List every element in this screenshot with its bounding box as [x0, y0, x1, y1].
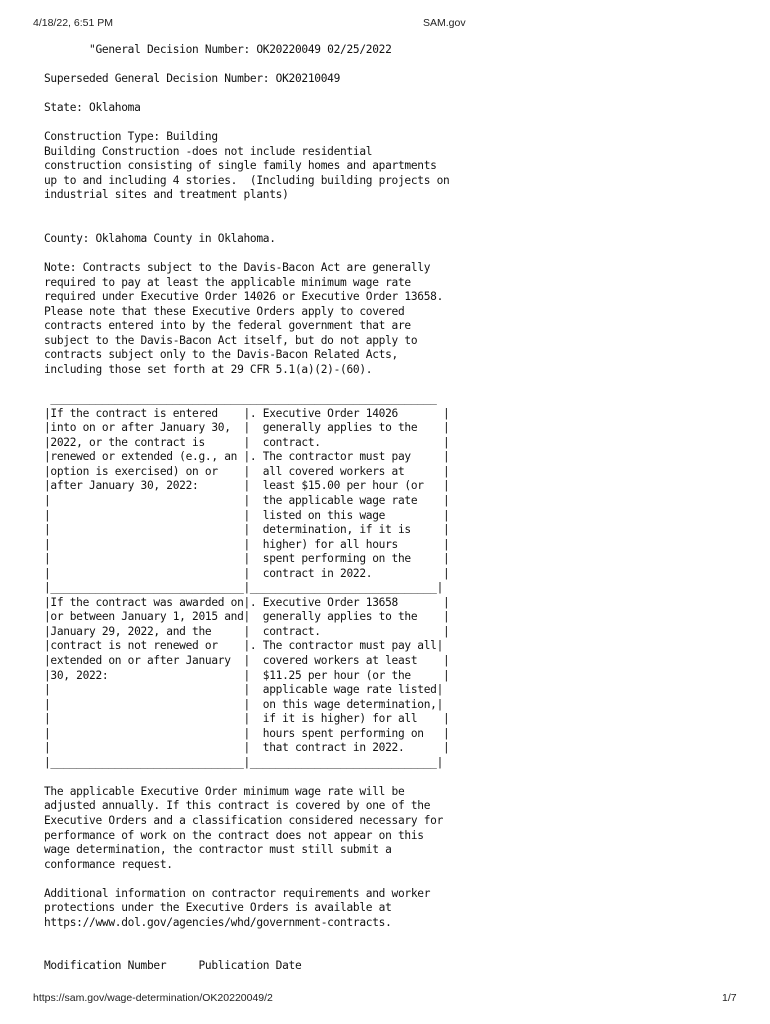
- document-line: [44, 203, 744, 218]
- document-line: County: Oklahoma County in Oklahoma.: [44, 232, 276, 246]
- print-header-datetime: 4/18/22, 6:51 PM: [33, 17, 113, 29]
- document-line: |2022, or the contract is | contract. |: [44, 435, 450, 449]
- wage-determination-text: [44, 43, 744, 974]
- document-line: required under Executive Order 14026 or Executive Order 13658.: [44, 290, 443, 304]
- document-line: performance of work on the contract does not appear on this: [44, 828, 424, 842]
- document-line: including those set forth at 29 CFR 5.1(a)(2)-(60).: [44, 363, 373, 377]
- document-line: | | spent performing on the |: [44, 552, 450, 566]
- document-line: |If the contract was awarded on|. Executive Order 13658 |: [44, 595, 450, 609]
- print-header-site: SAM.gov: [423, 17, 466, 29]
- document-line: wage determination, the contractor must still submit a: [44, 843, 392, 857]
- document-line: State: Oklahoma: [44, 101, 141, 115]
- document-line: [44, 930, 744, 945]
- document-line: | | if it is higher) for all |: [44, 712, 450, 726]
- document-line: The applicable Executive Order minimum wage rate will be: [44, 784, 405, 798]
- document-line: Superseded General Decision Number: OK20210049: [44, 72, 341, 86]
- document-line: |30, 2022: | $11.25 per hour (or the |: [44, 668, 450, 682]
- document-line: Additional information on contractor requirements and worker: [44, 886, 431, 900]
- document-line: | | contract in 2022. |: [44, 566, 450, 580]
- document-line: |or between January 1, 2015 and| generally applies to the |: [44, 610, 450, 624]
- document-line: |extended on or after January | covered workers at least |: [44, 653, 450, 667]
- document-line: conformance request.: [44, 857, 173, 871]
- document-line: |______________________________|_____________________________|: [44, 581, 443, 595]
- document-line: | | applicable wage rate listed|: [44, 683, 443, 697]
- document-line: construction consisting of single family homes and apartments: [44, 159, 437, 173]
- document-line: protections under the Executive Orders is available at: [44, 901, 392, 915]
- document-line: | | that contract in 2022. |: [44, 741, 450, 755]
- document-line: contracts entered into by the federal government that are: [44, 319, 411, 333]
- document-line: [44, 378, 744, 393]
- document-line: |into on or after January 30, | generally applies to the |: [44, 421, 450, 435]
- document-line: | | on this wage determination,|: [44, 697, 443, 711]
- document-line: |contract is not renewed or |. The contractor must pay all|: [44, 639, 443, 653]
- document-line: [44, 58, 744, 73]
- document-line: [44, 218, 744, 233]
- document-line: adjusted annually. If this contract is covered by one of the: [44, 799, 431, 813]
- document-line: | | hours spent performing on |: [44, 726, 450, 740]
- print-footer-page-number: 1/7: [722, 992, 737, 1004]
- document-line: up to and including 4 stories. (Including building projects on: [44, 173, 450, 187]
- document-line: | | listed on this wage |: [44, 508, 450, 522]
- document-line: | | determination, if it is |: [44, 523, 450, 537]
- document-line: |______________________________|_____________________________|: [44, 755, 443, 769]
- document-line: "General Decision Number: OK20220049 02/25/2022: [44, 43, 392, 56]
- document-line: subject to the Davis-Bacon Act itself, but do not apply to: [44, 333, 418, 347]
- document-line: required to pay at least the applicable minimum wage rate: [44, 275, 411, 289]
- document-line: |renewed or extended (e.g., an |. The contractor must pay |: [44, 450, 450, 464]
- document-line: https://www.dol.gov/agencies/whd/government-contracts.: [44, 915, 392, 929]
- document-line: Please note that these Executive Orders apply to covered: [44, 304, 405, 318]
- document-line: |option is exercised) on or | all covered workers at |: [44, 464, 450, 478]
- document-line: |If the contract is entered |. Executive Order 14026 |: [44, 406, 450, 420]
- document-line: [44, 770, 744, 785]
- document-line: [44, 87, 744, 102]
- document-line: Building Construction -does not include residential: [44, 144, 373, 158]
- document-line: Executive Orders and a classification considered necessary for: [44, 813, 443, 827]
- document-line: | | higher) for all hours |: [44, 537, 450, 551]
- document-line: |January 29, 2022, and the | contract. |: [44, 624, 450, 638]
- document-line: contracts subject only to the Davis-Bacon Related Acts,: [44, 348, 398, 362]
- document-line: Note: Contracts subject to the Davis-Bacon Act are generally: [44, 261, 431, 275]
- document-line: [44, 872, 744, 887]
- document-line: [44, 116, 744, 131]
- document-line: Construction Type: Building: [44, 130, 218, 144]
- document-line: [44, 247, 744, 262]
- document-line: |after January 30, 2022: | least $15.00 per hour (or |: [44, 479, 450, 493]
- document-line: industrial sites and treatment plants): [44, 188, 289, 202]
- print-footer-url: https://sam.gov/wage-determination/OK20220049/2: [33, 992, 273, 1004]
- document-line: Modification Number Publication Date: [44, 959, 302, 973]
- document-line: | | the applicable wage rate |: [44, 493, 450, 507]
- document-line: [44, 945, 744, 960]
- document-line: ____________________________________________________________: [44, 392, 437, 406]
